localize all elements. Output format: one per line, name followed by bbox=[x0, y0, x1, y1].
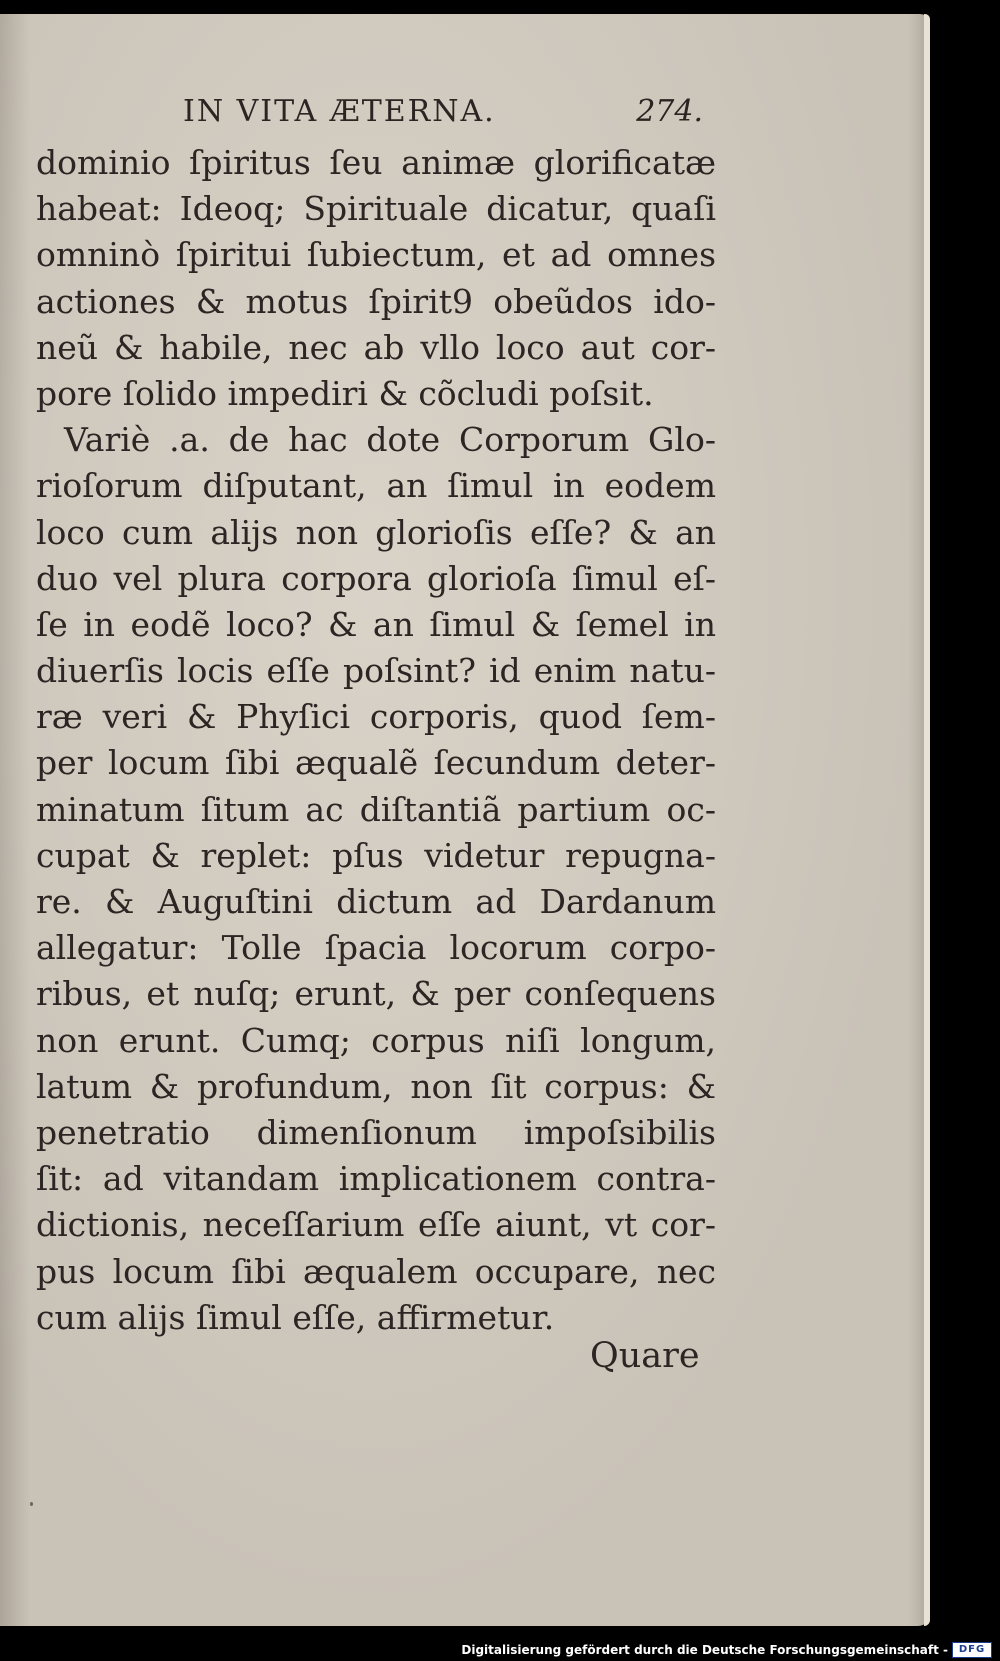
text-line: dominio ſpiritus ſeu animæ glorificatæ bbox=[36, 143, 716, 182]
text-line: diuerſis locis eſſe poſsint? id enim natu- bbox=[36, 651, 716, 691]
text-line: minatum ſitum ac diſtantiã partium oc- bbox=[36, 789, 716, 829]
text-line: pus locum ſibi æqualem occupare, nec bbox=[36, 1251, 716, 1291]
text-line: actiones & motus ſpirit9 obeũdos ido- bbox=[36, 281, 716, 321]
text-line: ſit: ad vitandam implicationem contra- bbox=[36, 1159, 716, 1199]
text-line: duo vel plura corpora glorioſa ſimul eſ- bbox=[36, 558, 716, 598]
text-line: re. & Auguſtini dictum ad Dardanum bbox=[36, 882, 716, 921]
text-line: allegatur: Tolle ſpacia locorum corpo- bbox=[36, 928, 716, 968]
page-edge bbox=[924, 14, 930, 1626]
dfg-logo bbox=[952, 1642, 992, 1658]
text-line: non erunt. Cumq; corpus niſi longum, bbox=[36, 1020, 716, 1060]
text-line: penetratio dimenſionum impoſsibilis bbox=[36, 1112, 716, 1152]
text-line: ſe in eodẽ loco? & an ſimul & ſemel in bbox=[36, 604, 716, 644]
text-line: per locum ſibi æqualẽ ſecundum deter- bbox=[36, 743, 716, 783]
catchword: Quare bbox=[590, 1336, 700, 1376]
text-line: Variè .a. de hac dote Corporum Glo- bbox=[64, 420, 716, 460]
text-line: loco cum alijs non glorioſis eſſe? & an bbox=[36, 512, 716, 552]
text-line: dictionis, neceſſarium eſſe aiunt, vt cor- bbox=[36, 1205, 716, 1245]
digitization-credit: Digitalisierung gefördert durch die Deutsche Forschungsgemeinschaft - bbox=[461, 1643, 948, 1657]
body-text bbox=[36, 140, 716, 1341]
text-line: latum & profundum, non ſit corpus: & bbox=[36, 1066, 716, 1106]
text-line: cupat & replet: pſus videtur repugna- bbox=[36, 835, 716, 875]
page-number: 274. bbox=[636, 94, 703, 129]
text-line: neũ & habile, nec ab vllo loco aut cor- bbox=[36, 327, 716, 367]
book-page bbox=[0, 14, 930, 1626]
text-line: ribus, et nuſq; erunt, & per conſequens bbox=[36, 974, 716, 1014]
text-line: rioſorum diſputant, an ſimul in eodem bbox=[36, 466, 716, 506]
text-line: ræ veri & Phyſici corporis, quod ſem- bbox=[36, 697, 716, 737]
text-line: cum alijs ſimul eſſe, affirmetur. bbox=[36, 1297, 555, 1337]
text-line: pore ſolido impediri & cõcludi poſsit. bbox=[36, 373, 654, 413]
running-head bbox=[183, 94, 703, 138]
ink-speck bbox=[30, 1502, 33, 1506]
running-title: IN VITA ÆTERNA. bbox=[183, 94, 496, 129]
text-line: omninò ſpiritui ſubiectum, et ad omnes bbox=[36, 235, 716, 275]
text-line: habeat: Ideoq; Spirituale dicatur, quaſi bbox=[36, 189, 716, 229]
dfg-logo-text: DFG bbox=[958, 1644, 986, 1655]
